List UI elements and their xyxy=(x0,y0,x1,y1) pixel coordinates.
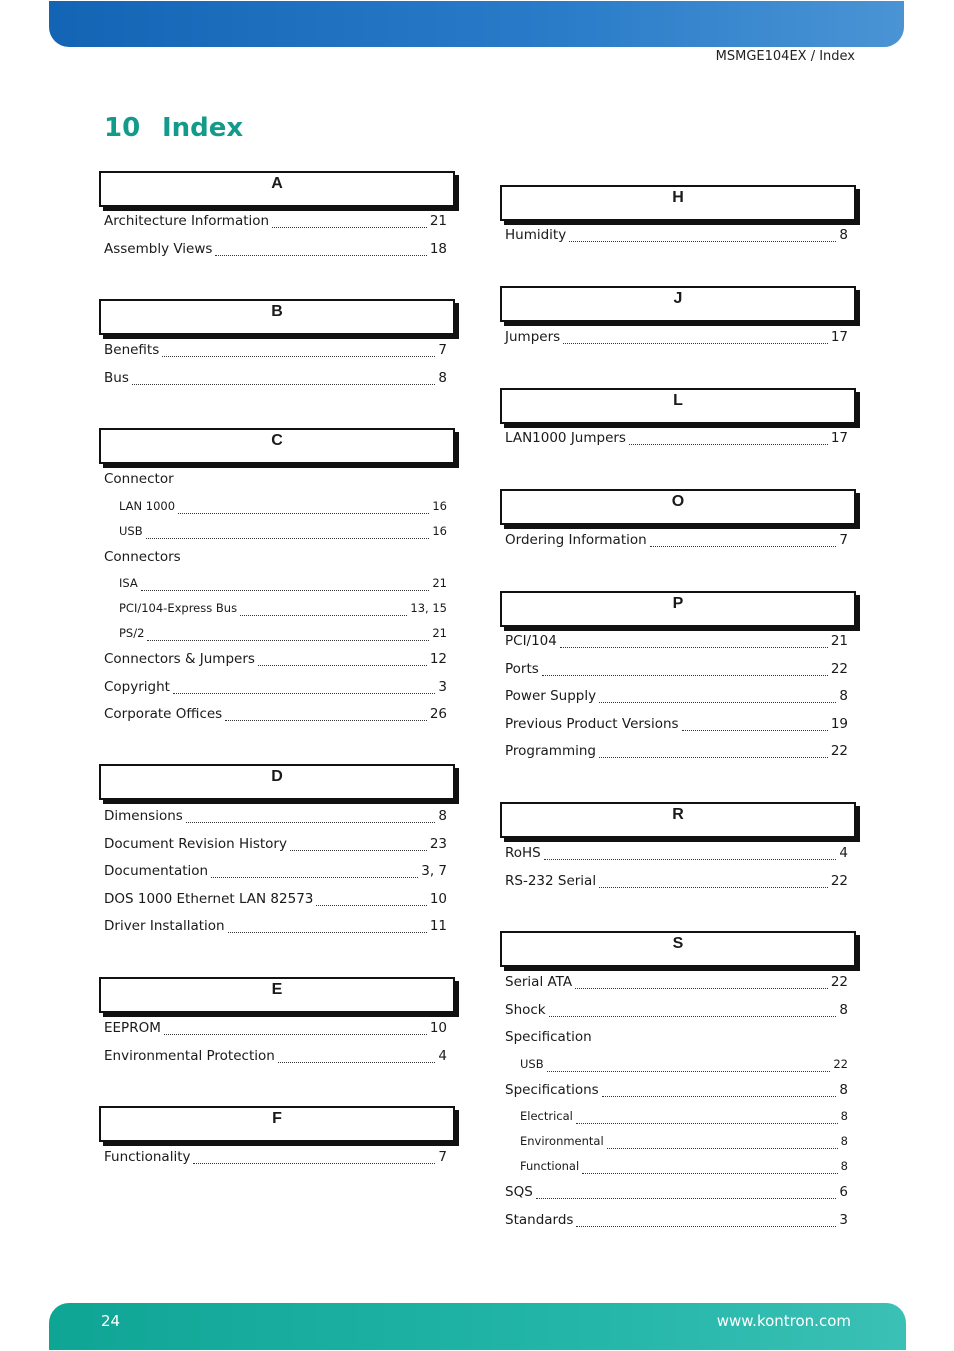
entry-page-number: 21 xyxy=(429,213,447,229)
dot-leader xyxy=(599,702,836,703)
entry-label: Shock xyxy=(505,1001,546,1018)
dot-leader xyxy=(599,887,828,888)
entry-label: Copyright xyxy=(104,678,170,695)
entry-page-number: 8 xyxy=(438,369,447,386)
entry-label: Functionality xyxy=(104,1149,191,1165)
section-letter-h: H xyxy=(500,185,856,221)
entry-label: DOS 1000 Ethernet LAN 82573 xyxy=(104,890,314,907)
entry-label: USB xyxy=(520,1056,544,1071)
entry-label: Environmental xyxy=(520,1134,604,1148)
index-entry-lan1000-jumpers[interactable] xyxy=(505,430,848,450)
chapter-number: 10 xyxy=(104,113,141,143)
entry-page-number: 13, 15 xyxy=(410,601,447,615)
entry-page-number: 7 xyxy=(438,1149,447,1165)
entry-label: SQS xyxy=(505,1184,533,1200)
dot-leader xyxy=(146,538,430,539)
entry-label: EEPROM xyxy=(104,1020,161,1036)
index-entry-humidity[interactable] xyxy=(505,227,848,247)
dot-leader xyxy=(164,1034,427,1035)
entry-page-number: 8 xyxy=(839,688,848,704)
dot-leader xyxy=(228,932,427,933)
entry-label: Specifications xyxy=(505,1081,599,1098)
entry-label: Connector xyxy=(104,471,174,487)
entry-page-number: 10 xyxy=(429,1020,447,1036)
entry-label: Serial ATA xyxy=(505,974,573,990)
dot-leader xyxy=(599,757,828,758)
dot-leader xyxy=(682,730,828,731)
entry-label: USB xyxy=(119,523,143,538)
footer-url-link[interactable]: www.kontron.com xyxy=(716,1312,851,1330)
entry-label: Ordering Information xyxy=(505,532,647,548)
section-letter-s: S xyxy=(500,931,856,967)
index-entry-programming[interactable] xyxy=(505,743,848,763)
index-entry-bus[interactable] xyxy=(104,370,447,390)
entry-page-number: 22 xyxy=(830,660,848,677)
entry-label: Ports xyxy=(505,660,539,677)
dot-leader xyxy=(629,444,828,445)
section-letter-o: O xyxy=(500,489,856,525)
footer-banner xyxy=(49,1303,906,1350)
index-entry-eeprom[interactable] xyxy=(104,1020,447,1040)
index-entry-sqs[interactable] xyxy=(505,1184,848,1204)
entry-page-number: 19 xyxy=(830,715,848,732)
index-entry-lan-1000[interactable] xyxy=(119,499,447,519)
index-entry-driver-installation[interactable] xyxy=(104,918,447,938)
document-reference: MSMGE104EX / Index xyxy=(715,49,855,64)
entry-page-number: 22 xyxy=(830,974,848,990)
index-entry-specification[interactable] xyxy=(505,1029,848,1049)
entry-label: Humidity xyxy=(505,227,567,243)
entry-page-number: 7 xyxy=(438,342,447,358)
index-entry-connector[interactable] xyxy=(104,471,447,491)
dot-leader xyxy=(547,1071,831,1072)
index-entry-previous-product-versions[interactable] xyxy=(505,716,848,736)
entry-label: Environmental Protection xyxy=(104,1047,275,1064)
index-entry-assembly-views[interactable] xyxy=(104,241,447,261)
entry-page-number: 22 xyxy=(833,1056,848,1071)
entry-label: Driver Installation xyxy=(104,918,225,934)
index-entry-isa[interactable] xyxy=(119,576,447,596)
entry-label: Architecture Information xyxy=(104,213,270,229)
footer-page-number: 24 xyxy=(101,1312,121,1330)
index-entry-copyright[interactable] xyxy=(104,679,447,699)
dot-leader xyxy=(178,513,429,514)
entry-page-number: 10 xyxy=(429,890,447,907)
index-entry-usb[interactable] xyxy=(119,524,447,544)
entry-page-number: 8 xyxy=(840,1109,848,1123)
section-letter-a: A xyxy=(99,171,455,207)
index-entry-specifications[interactable] xyxy=(505,1082,848,1102)
dot-leader xyxy=(186,822,436,823)
entry-label: Connectors xyxy=(104,548,181,565)
entry-label: Document Revision History xyxy=(104,835,287,852)
entry-page-number: 8 xyxy=(840,1159,848,1173)
index-entry-jumpers[interactable] xyxy=(505,329,848,349)
dot-leader xyxy=(162,356,435,357)
dot-leader xyxy=(147,640,429,641)
entry-label: ISA xyxy=(119,576,138,590)
entry-page-number: 8 xyxy=(840,1134,848,1148)
entry-label: Previous Product Versions xyxy=(505,715,679,732)
entry-label: Functional xyxy=(520,1159,580,1173)
dot-leader xyxy=(602,1096,837,1097)
entry-page-number: 23 xyxy=(429,835,447,852)
dot-leader xyxy=(569,241,836,242)
entry-label: Connectors & Jumpers xyxy=(104,651,255,667)
dot-leader xyxy=(141,590,430,591)
section-letter-j: J xyxy=(500,286,856,322)
entry-label: LAN1000 Jumpers xyxy=(505,430,626,446)
entry-page-number: 6 xyxy=(839,1184,848,1200)
entry-label: RoHS xyxy=(505,845,541,861)
index-entry-dos-1000-ethernet-lan-82573[interactable] xyxy=(104,891,447,911)
dot-leader xyxy=(536,1198,837,1199)
entry-label: PCI/104-Express Bus xyxy=(119,601,238,615)
entry-label: Assembly Views xyxy=(104,240,213,257)
dot-leader xyxy=(544,859,837,860)
entry-page-number: 8 xyxy=(839,1081,848,1098)
index-entry-corporate-offices[interactable] xyxy=(104,706,447,726)
section-letter-l: L xyxy=(500,388,856,424)
entry-page-number: 3 xyxy=(839,1211,848,1228)
index-entry-functional[interactable] xyxy=(520,1159,848,1179)
section-letter-b: B xyxy=(99,299,455,335)
index-entry-dimensions[interactable] xyxy=(104,808,447,828)
index-entry-pci-104[interactable] xyxy=(505,633,848,653)
index-entry-connectors[interactable] xyxy=(104,549,447,569)
entry-page-number: 3, 7 xyxy=(421,863,447,879)
entry-page-number: 3 xyxy=(438,678,447,695)
dot-leader xyxy=(173,693,435,694)
index-entry-connectors-jumpers[interactable] xyxy=(104,651,447,671)
entry-label: PS/2 xyxy=(119,626,145,640)
dot-leader xyxy=(549,1016,837,1017)
entry-page-number: 17 xyxy=(830,430,848,446)
dot-leader xyxy=(582,1173,838,1174)
dot-leader xyxy=(193,1163,435,1164)
entry-page-number: 21 xyxy=(432,626,447,640)
entry-label: Dimensions xyxy=(104,808,183,824)
entry-label: Benefits xyxy=(104,342,160,358)
dot-leader xyxy=(650,546,837,547)
entry-page-number: 4 xyxy=(438,1047,447,1064)
entry-label: PCI/104 xyxy=(505,633,557,649)
index-entry-shock[interactable] xyxy=(505,1002,848,1022)
index-entry-ordering-information[interactable] xyxy=(505,532,848,552)
entry-label: LAN 1000 xyxy=(119,498,176,513)
index-entry-ps-2[interactable] xyxy=(119,626,447,646)
dot-leader xyxy=(542,675,828,676)
entry-page-number: 17 xyxy=(830,329,848,345)
entry-page-number: 8 xyxy=(839,227,848,243)
entry-page-number: 22 xyxy=(830,743,848,759)
entry-page-number: 16 xyxy=(432,523,447,538)
entry-label: Specification xyxy=(505,1029,592,1045)
dot-leader xyxy=(576,1226,836,1227)
dot-leader xyxy=(278,1062,436,1063)
index-entry-pci-104-express-bus[interactable] xyxy=(119,601,447,621)
entry-label: RS-232 Serial xyxy=(505,872,597,889)
index-entry-serial-ata[interactable] xyxy=(505,974,848,994)
entry-page-number: 21 xyxy=(830,633,848,649)
dot-leader xyxy=(258,665,427,666)
entry-page-number: 26 xyxy=(429,706,447,722)
index-entry-electrical[interactable] xyxy=(520,1109,848,1129)
section-letter-c: C xyxy=(99,428,455,464)
entry-label: Corporate Offices xyxy=(104,706,223,722)
section-letter-d: D xyxy=(99,764,455,800)
dot-leader xyxy=(575,988,828,989)
dot-leader xyxy=(576,1123,838,1124)
index-entry-benefits[interactable] xyxy=(104,342,447,362)
entry-label: Bus xyxy=(104,369,129,386)
entry-label: Standards xyxy=(505,1211,574,1228)
index-entry-rs-232-serial[interactable] xyxy=(505,873,848,893)
entry-page-number: 7 xyxy=(839,532,848,548)
index-entry-ports[interactable] xyxy=(505,661,848,681)
entry-label: Electrical xyxy=(520,1109,573,1123)
index-entry-document-revision-history[interactable] xyxy=(104,836,447,856)
dot-leader xyxy=(290,850,427,851)
dot-leader xyxy=(563,343,828,344)
entry-page-number: 11 xyxy=(429,918,447,934)
index-entry-standards[interactable] xyxy=(505,1212,848,1232)
index-entry-power-supply[interactable] xyxy=(505,688,848,708)
page-title xyxy=(104,113,243,143)
dot-leader xyxy=(211,877,418,878)
entry-label: Programming xyxy=(505,743,596,759)
entry-page-number: 4 xyxy=(839,845,848,861)
dot-leader xyxy=(272,227,427,228)
section-letter-e: E xyxy=(99,977,455,1013)
entry-label: Documentation xyxy=(104,863,209,879)
entry-label: Jumpers xyxy=(505,329,561,345)
entry-page-number: 8 xyxy=(438,808,447,824)
entry-label: Power Supply xyxy=(505,688,597,704)
entry-page-number: 16 xyxy=(432,498,447,513)
index-entry-environmental-protection[interactable] xyxy=(104,1048,447,1068)
entry-page-number: 18 xyxy=(429,240,447,257)
top-banner xyxy=(49,1,904,47)
dot-leader xyxy=(607,1148,838,1149)
index-entry-documentation[interactable] xyxy=(104,863,447,883)
entry-page-number: 21 xyxy=(432,576,447,590)
section-letter-r: R xyxy=(500,802,856,838)
chapter-title: Index xyxy=(162,113,244,143)
index-entry-usb[interactable] xyxy=(520,1057,848,1077)
dot-leader xyxy=(316,905,426,906)
index-entry-architecture-information[interactable] xyxy=(104,213,447,233)
entry-page-number: 22 xyxy=(830,872,848,889)
index-entry-rohs[interactable] xyxy=(505,845,848,865)
dot-leader xyxy=(560,647,828,648)
index-entry-environmental[interactable] xyxy=(520,1134,848,1154)
section-letter-p: P xyxy=(500,591,856,627)
dot-leader xyxy=(132,384,436,385)
dot-leader xyxy=(215,255,426,256)
index-entry-functionality[interactable] xyxy=(104,1149,447,1169)
dot-leader xyxy=(225,720,427,721)
entry-page-number: 12 xyxy=(429,651,447,667)
section-letter-f: F xyxy=(99,1106,455,1142)
dot-leader xyxy=(240,615,407,616)
entry-page-number: 8 xyxy=(839,1001,848,1018)
